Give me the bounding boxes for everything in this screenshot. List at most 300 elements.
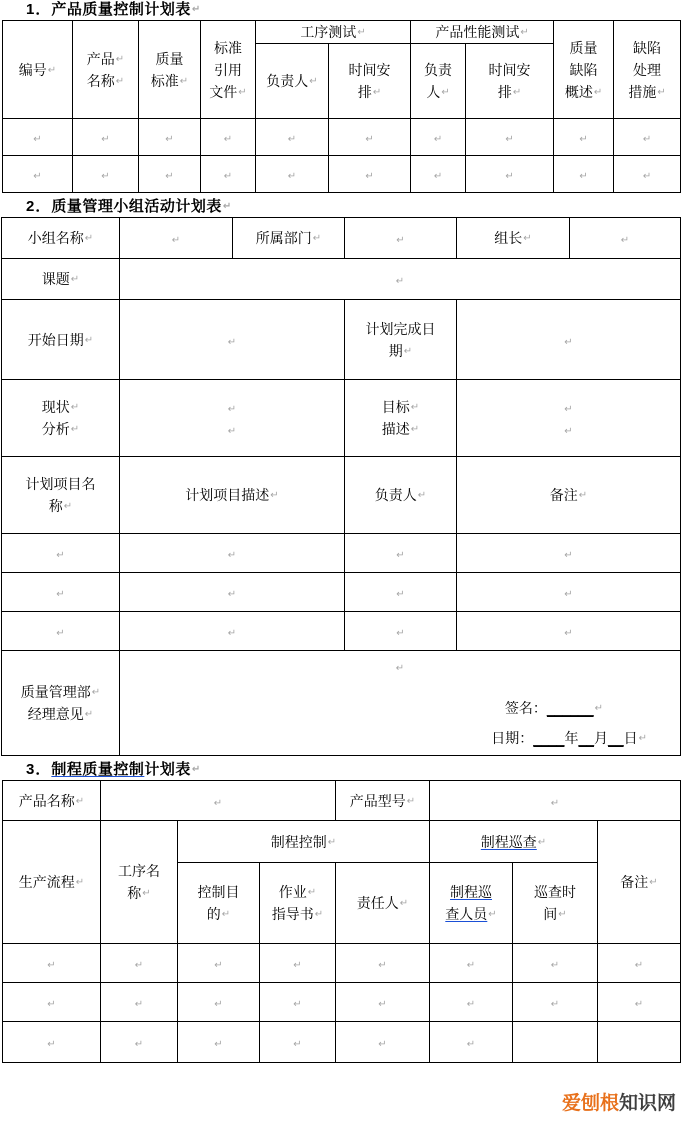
header-plan-item-description: [120, 457, 345, 534]
paragraph-mark: ↵: [221, 909, 231, 920]
header-cell-defect-handling-measures: [614, 21, 681, 119]
watermark-part-2: 知识网: [618, 1093, 676, 1114]
signature-line[interactable]: [121, 677, 679, 723]
opinion-empty-line[interactable]: [121, 653, 679, 677]
header-group-process-control: [178, 821, 430, 863]
table-row-team-info: [2, 218, 681, 259]
paragraph-mark: ↵: [47, 1039, 56, 1050]
data-cell[interactable]: [178, 944, 260, 983]
data-cell[interactable]: [457, 612, 681, 651]
data-cell[interactable]: [260, 944, 336, 983]
cell-text-link[interactable]: 查人员: [445, 906, 488, 922]
paragraph-mark: ↵: [115, 53, 125, 65]
paragraph-mark: ↵: [227, 336, 237, 348]
paragraph-mark: ↵: [406, 795, 416, 807]
header-cell-process-schedule: [329, 44, 411, 119]
table-row-plan-header: [2, 457, 681, 534]
paragraph-mark: ↵: [134, 999, 144, 1010]
paragraph-mark: ↵: [433, 134, 443, 145]
data-cell[interactable]: [2, 573, 120, 612]
data-cell[interactable]: [466, 119, 554, 156]
data-cell[interactable]: [345, 573, 457, 612]
data-cell[interactable]: [598, 1022, 681, 1063]
paragraph-mark: ↵: [395, 663, 405, 674]
data-cell[interactable]: [120, 612, 345, 651]
data-cell[interactable]: [457, 573, 681, 612]
paragraph-mark: ↵: [537, 836, 547, 848]
header-remarks: [598, 821, 681, 944]
section-heading-2: [0, 193, 682, 217]
signature-inner: [121, 653, 679, 753]
cell-text: 所属部门: [255, 230, 312, 246]
header-cell-performance-schedule: [466, 44, 554, 119]
data-cell[interactable]: [256, 119, 329, 156]
paragraph-mark: ↵: [378, 999, 387, 1010]
data-cell[interactable]: [430, 944, 513, 983]
data-cell[interactable]: [101, 1022, 178, 1063]
paragraph-mark: ↵: [579, 171, 588, 182]
cell-text: 课题: [41, 271, 70, 287]
section-number-3: 3．: [26, 761, 52, 778]
paragraph-mark: ↵: [564, 550, 573, 561]
date-unit-year: 年: [564, 730, 579, 746]
header-group-process-test: [256, 21, 411, 44]
table-2-wrapper: [0, 217, 682, 756]
paragraph-mark: ↵: [634, 999, 644, 1010]
data-cell[interactable]: [614, 119, 681, 156]
paragraph-mark: ↵: [558, 909, 567, 920]
label-product-name: [3, 781, 101, 821]
paragraph-mark: ↵: [564, 589, 573, 600]
cell-text: 间: [543, 906, 558, 922]
data-cell[interactable]: [3, 944, 101, 983]
header-work-instruction: [260, 863, 336, 944]
section-title-3-link[interactable]: 制程质量控制: [51, 761, 145, 778]
paragraph-mark: ↵: [634, 960, 644, 971]
cell-text: 巡查时: [534, 884, 576, 900]
header-responsible-person: [336, 863, 430, 944]
paragraph-mark: ↵: [396, 235, 405, 246]
paragraph-mark: ↵: [101, 171, 110, 182]
data-cell[interactable]: [3, 156, 73, 193]
paragraph-mark: ↵: [115, 75, 125, 87]
cell-text: 开始日期: [27, 331, 84, 348]
quality-team-activity-plan-table: [1, 217, 681, 756]
cell-text-link[interactable]: 制程巡: [450, 884, 492, 900]
data-cell[interactable]: [466, 156, 554, 193]
date-blank-year[interactable]: ____: [533, 730, 565, 746]
paragraph-mark: ↵: [564, 628, 573, 639]
cell-text: 小组名称: [27, 230, 84, 246]
data-cell[interactable]: [345, 612, 457, 651]
cell-text: 责任人: [356, 895, 399, 911]
paragraph-mark: ↵: [213, 797, 223, 809]
header-cell-id: [3, 21, 73, 119]
data-cell[interactable]: [554, 119, 614, 156]
paragraph-mark: ↵: [33, 134, 42, 145]
label-department: [233, 218, 345, 259]
paragraph-mark: ↵: [293, 960, 302, 971]
table-row-header-1: [3, 21, 681, 44]
header-production-flow: [3, 821, 101, 944]
cell-text: 经理意见: [27, 706, 84, 722]
cell-text: 质量: [569, 39, 598, 56]
table-row[interactable]: [3, 1022, 681, 1063]
header-cell-performance-owner: [411, 44, 466, 119]
data-cell[interactable]: [598, 983, 681, 1022]
cell-text: 作业: [278, 884, 307, 900]
cell-text: 目标: [381, 399, 410, 415]
data-cell[interactable]: [336, 944, 430, 983]
cell-text: 缺陷: [633, 39, 662, 56]
cell-text: 负责: [424, 62, 453, 78]
cell-text: 工序名: [118, 863, 160, 879]
data-cell[interactable]: [120, 534, 345, 573]
watermark-part-1: 爱刨根: [561, 1093, 619, 1114]
cell-text: 备注: [549, 487, 578, 503]
table-row-product-info: [3, 781, 681, 821]
data-cell[interactable]: [329, 156, 411, 193]
table-3-wrapper: [0, 780, 682, 1063]
data-cell[interactable]: [73, 156, 139, 193]
data-cell[interactable]: [411, 119, 466, 156]
header-cell-process-owner: [256, 44, 329, 119]
signature-label: 签名：: [504, 700, 547, 716]
paragraph-mark: ↵: [395, 276, 405, 287]
data-cell[interactable]: [120, 573, 345, 612]
paragraph-mark: ↵: [620, 235, 630, 246]
header-plan-item-name: [2, 457, 120, 534]
label-planned-completion-date: [345, 300, 457, 380]
data-cell[interactable]: [513, 944, 598, 983]
value-product-name[interactable]: [101, 781, 336, 821]
cell-text: 产品名称: [18, 792, 75, 809]
cell-text: 计划项目描述: [185, 487, 270, 503]
paragraph-mark: ↵: [75, 877, 85, 888]
value-team-leader[interactable]: [570, 218, 681, 259]
paragraph-mark: ↵: [579, 134, 588, 145]
paragraph-mark: ↵: [564, 426, 573, 437]
header-control-purpose: [178, 863, 260, 944]
data-cell[interactable]: [73, 119, 139, 156]
cell-text: 标准: [214, 39, 242, 56]
value-topic[interactable]: [120, 259, 681, 300]
cell-text: 产品性能测试: [435, 24, 520, 40]
data-cell[interactable]: [260, 1022, 336, 1063]
section-number-2: 2．: [26, 198, 52, 215]
data-cell[interactable]: [336, 1022, 430, 1063]
paragraph-mark: ↵: [56, 589, 65, 600]
paragraph-mark: ↵: [47, 960, 56, 971]
paragraph-mark: ↵: [396, 628, 405, 639]
header-group-product-performance-test: [411, 21, 554, 44]
value-planned-completion-date[interactable]: [457, 300, 681, 380]
paragraph-mark: ↵: [56, 550, 65, 561]
data-cell[interactable]: [2, 534, 120, 573]
data-cell[interactable]: [345, 534, 457, 573]
paragraph-mark: ↵: [466, 999, 476, 1010]
product-quality-control-plan-table: [2, 20, 681, 193]
paragraph-mark: ↵: [70, 274, 80, 285]
cell-text: 概述: [564, 83, 593, 100]
section-title-3: 计划表: [144, 761, 191, 778]
paragraph-mark: ↵: [642, 134, 652, 145]
value-target-description[interactable]: [457, 380, 681, 457]
paragraph-mark: ↵: [75, 795, 85, 807]
section-number-1: 1．: [26, 1, 52, 18]
paragraph-mark: ↵: [466, 960, 476, 971]
data-cell[interactable]: [329, 119, 411, 156]
data-cell[interactable]: [336, 983, 430, 1022]
paragraph-mark: ↵: [314, 909, 324, 920]
paragraph-mark: ↵: [191, 764, 201, 775]
cell-text: 称: [48, 498, 63, 514]
cell-text: 名称: [86, 72, 115, 89]
table-1-wrapper: [0, 20, 682, 193]
paragraph-mark: ↵: [227, 628, 237, 639]
paragraph-mark: ↵: [70, 424, 80, 435]
data-cell[interactable]: [2, 612, 120, 651]
label-topic: [2, 259, 120, 300]
data-cell[interactable]: [3, 983, 101, 1022]
paragraph-mark: ↵: [372, 87, 382, 98]
paragraph-mark: ↵: [365, 171, 374, 182]
data-cell[interactable]: [260, 983, 336, 1022]
cell-text: 计划完成日: [365, 320, 436, 337]
cell-text: 产品: [86, 50, 115, 67]
cell-text: 人: [426, 84, 441, 100]
paragraph-mark: ↵: [223, 134, 233, 145]
cell-text: 质量: [155, 50, 184, 67]
header-inspection-time: [513, 863, 598, 944]
paragraph-mark: ↵: [433, 171, 443, 182]
paragraph-mark: ↵: [63, 501, 73, 512]
value-department[interactable]: [345, 218, 457, 259]
header-inspection-personnel: [430, 863, 513, 944]
cell-text: 备注: [620, 874, 649, 890]
paragraph-mark: ↵: [396, 589, 405, 600]
value-start-date[interactable]: [120, 300, 345, 380]
signature-blank[interactable]: ______: [546, 700, 594, 716]
date-blank-day[interactable]: __: [608, 730, 624, 746]
paragraph-mark: ↵: [312, 233, 322, 244]
paragraph-mark: ↵: [505, 134, 514, 145]
cell-text: 负责人: [266, 73, 309, 89]
cell-text: 期: [388, 342, 403, 359]
paragraph-mark: ↵: [101, 134, 110, 145]
paragraph-mark: ↵: [357, 27, 366, 38]
data-cell[interactable]: [457, 534, 681, 573]
paragraph-mark: ↵: [410, 402, 420, 413]
date-label: 日期：: [491, 730, 534, 746]
table-row-dates: [2, 300, 681, 380]
header-cell-quality-standard: [139, 21, 201, 119]
process-quality-control-plan-table: [2, 780, 681, 1063]
paragraph-mark: ↵: [657, 86, 666, 98]
label-product-model: [336, 781, 430, 821]
paragraph-mark: ↵: [638, 733, 647, 744]
paragraph-mark: ↵: [134, 1039, 144, 1050]
paragraph-mark: ↵: [309, 76, 318, 87]
data-cell[interactable]: [201, 156, 256, 193]
table-row[interactable]: [2, 612, 681, 651]
paragraph-mark: ↵: [33, 171, 42, 182]
value-status-analysis[interactable]: [120, 380, 345, 457]
paragraph-mark: ↵: [171, 235, 181, 246]
paragraph-mark: ↵: [488, 909, 497, 920]
cell-text: 指导书: [271, 906, 314, 922]
paragraph-mark: ↵: [214, 999, 223, 1010]
watermark: [562, 1088, 676, 1115]
paragraph-mark: ↵: [270, 490, 279, 501]
paragraph-mark: ↵: [523, 233, 532, 244]
manager-opinion-signature-area[interactable]: [120, 651, 681, 756]
cell-text: 生产流程: [18, 874, 75, 890]
data-cell[interactable]: [614, 156, 681, 193]
paragraph-mark: ↵: [191, 4, 201, 15]
cell-text: 标准: [150, 72, 179, 89]
cell-text: 缺陷: [569, 61, 598, 78]
paragraph-mark: ↵: [642, 171, 652, 182]
cell-text: 排: [497, 84, 512, 100]
table-row-header-group: [3, 821, 681, 863]
table-row[interactable]: [3, 119, 681, 156]
paragraph-mark: ↵: [293, 1039, 302, 1050]
paragraph-mark: ↵: [179, 75, 189, 87]
data-cell[interactable]: [256, 156, 329, 193]
cell-text: 时间安: [348, 62, 391, 78]
cell-text: 描述: [381, 421, 410, 437]
header-cell-product-name: [73, 21, 139, 119]
cell-text: 分析: [41, 421, 70, 437]
label-team-name: [2, 218, 120, 259]
section-heading-3: [0, 756, 682, 780]
cell-text: 现状: [41, 399, 70, 415]
value-team-name[interactable]: [120, 218, 233, 259]
paragraph-mark: ↵: [84, 334, 94, 346]
data-cell[interactable]: [598, 944, 681, 983]
date-blank-month[interactable]: __: [578, 730, 595, 746]
paragraph-mark: ↵: [227, 426, 237, 437]
paragraph-mark: ↵: [365, 134, 374, 145]
paragraph-mark: ↵: [91, 687, 101, 698]
header-cell-standard-reference-doc: [201, 21, 256, 119]
table-row[interactable]: [2, 534, 681, 573]
paragraph-mark: ↵: [505, 171, 514, 182]
cell-text: 时间安: [488, 62, 531, 78]
paragraph-mark: ↵: [287, 134, 297, 145]
cell-text: 计划项目名: [25, 476, 96, 492]
paragraph-mark: ↵: [594, 703, 603, 714]
paragraph-mark: ↵: [84, 233, 94, 244]
label-manager-opinion: [2, 651, 120, 756]
table-row[interactable]: [3, 944, 681, 983]
date-unit-day: 日: [623, 730, 638, 746]
data-cell[interactable]: [513, 983, 598, 1022]
cell-text: 称: [127, 885, 142, 901]
data-cell[interactable]: [430, 1022, 513, 1063]
paragraph-mark: ↵: [227, 589, 237, 600]
header-cell-defect-overview: [554, 21, 614, 119]
paragraph-mark: ↵: [403, 345, 413, 357]
paragraph-mark: ↵: [223, 171, 233, 182]
paragraph-mark: ↵: [378, 960, 387, 971]
paragraph-mark: ↵: [47, 64, 57, 76]
cell-text-link[interactable]: 制程巡查: [480, 833, 537, 850]
label-target-description: [345, 380, 457, 457]
cell-text: 措施: [628, 83, 657, 100]
label-team-leader: [457, 218, 570, 259]
header-plan-owner: [345, 457, 457, 534]
paragraph-mark: ↵: [327, 836, 337, 848]
header-process-name: [101, 821, 178, 944]
paragraph-mark: ↵: [214, 1039, 223, 1050]
table-row-status-analysis: [2, 380, 681, 457]
table-row[interactable]: [3, 156, 681, 193]
section-title-2: 质量管理小组活动计划表: [51, 198, 222, 215]
cell-text: 质量管理部: [20, 684, 91, 700]
paragraph-mark: ↵: [593, 86, 603, 98]
section-heading-1: [0, 0, 682, 20]
data-cell[interactable]: [201, 119, 256, 156]
data-cell[interactable]: [3, 1022, 101, 1063]
table-row[interactable]: [3, 983, 681, 1022]
paragraph-mark: ↵: [396, 550, 405, 561]
data-cell[interactable]: [178, 983, 260, 1022]
table-row[interactable]: [2, 573, 681, 612]
paragraph-mark: ↵: [441, 87, 450, 98]
data-cell[interactable]: [178, 1022, 260, 1063]
paragraph-mark: ↵: [564, 336, 573, 348]
data-cell[interactable]: [139, 119, 201, 156]
data-cell[interactable]: [554, 156, 614, 193]
paragraph-mark: ↵: [84, 709, 94, 720]
paragraph-mark: ↵: [134, 960, 144, 971]
cell-text: 的: [206, 906, 221, 922]
label-status-analysis: [2, 380, 120, 457]
data-cell[interactable]: [513, 1022, 598, 1063]
paragraph-mark: ↵: [238, 86, 247, 98]
value-product-model[interactable]: [430, 781, 681, 821]
paragraph-mark: ↵: [410, 424, 420, 435]
cell-text: 制程控制: [270, 833, 327, 850]
paragraph-mark: ↵: [142, 888, 151, 899]
data-cell[interactable]: [3, 119, 73, 156]
paragraph-mark: ↵: [56, 628, 65, 639]
data-cell[interactable]: [411, 156, 466, 193]
paragraph-mark: ↵: [378, 1039, 387, 1050]
data-cell[interactable]: [101, 983, 178, 1022]
paragraph-mark: ↵: [222, 201, 232, 212]
table-row-manager-opinion: [2, 651, 681, 756]
cell-text: 引用: [214, 61, 242, 78]
paragraph-mark: ↵: [578, 490, 588, 501]
cell-text: 处理: [633, 61, 662, 78]
cell-text: 产品型号: [349, 792, 406, 809]
data-cell[interactable]: [139, 156, 201, 193]
paragraph-mark: ↵: [649, 877, 658, 888]
data-cell[interactable]: [101, 944, 178, 983]
paragraph-mark: ↵: [550, 797, 560, 809]
paragraph-mark: ↵: [564, 404, 573, 415]
date-line[interactable]: [121, 723, 679, 753]
paragraph-mark: ↵: [550, 999, 560, 1010]
paragraph-mark: ↵: [165, 134, 174, 145]
cell-text: 负责人: [374, 487, 417, 503]
data-cell[interactable]: [430, 983, 513, 1022]
cell-text: 组长: [494, 230, 523, 246]
paragraph-mark: ↵: [520, 27, 529, 38]
